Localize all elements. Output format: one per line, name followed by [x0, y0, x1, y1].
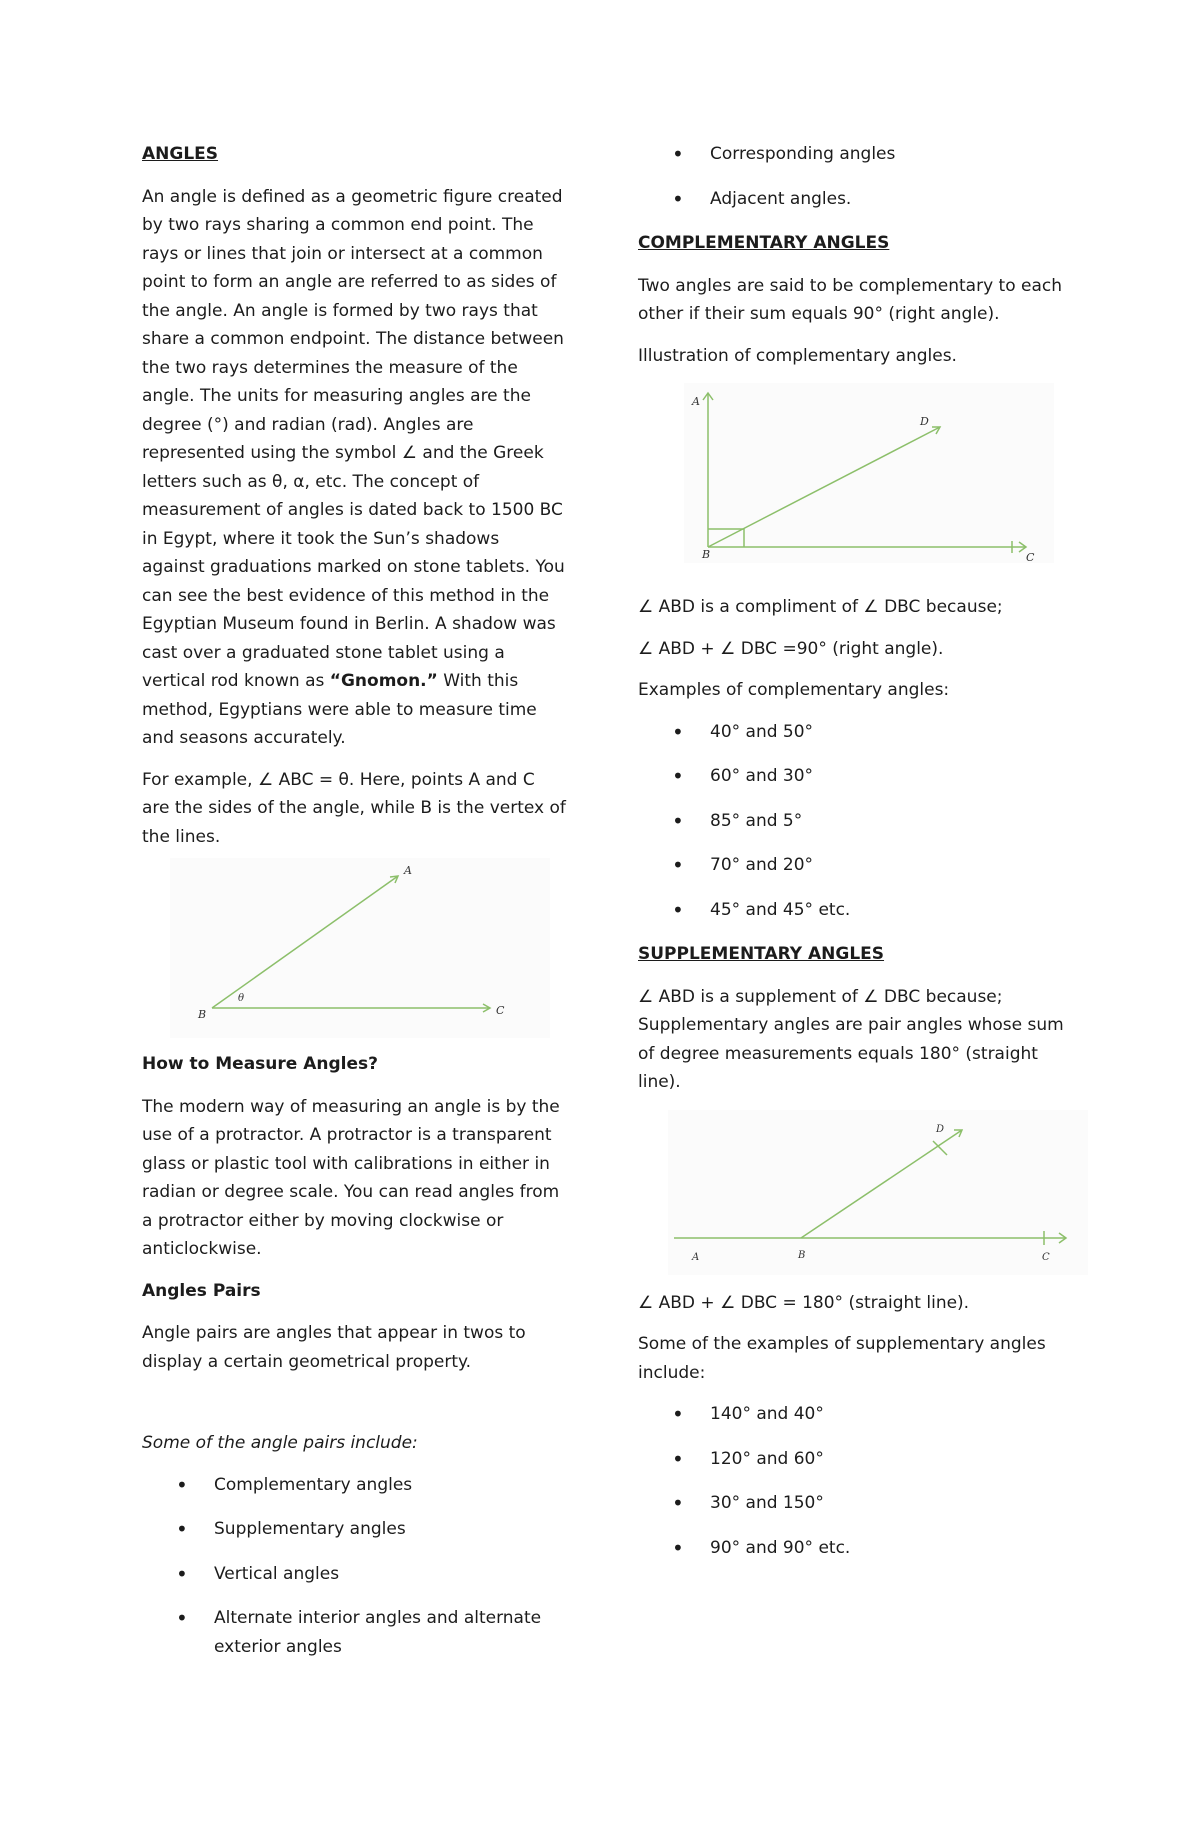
supplementary-text: ∠ ABD is a supplement of ∠ DBC because; Supplementary angles are pair angles whose sum of degree measurements equals 180° (straight line).	[638, 986, 1064, 1092]
supplementary-angle-figure	[668, 1110, 1088, 1275]
list-item: • 60° and 30°	[638, 762, 1068, 791]
complement-line-1: ∠ ABD is a compliment of ∠ DBC because;	[638, 597, 1003, 617]
fig3-label-a: A	[692, 1251, 700, 1263]
fig1-label-c: C	[496, 1004, 505, 1017]
pairs-heading: Angles Pairs	[142, 1280, 261, 1301]
gnomon-term: “Gnomon.”	[329, 671, 438, 691]
complementary-angle-figure	[684, 383, 1054, 563]
complementary-heading: COMPLEMENTARY ANGLES	[638, 233, 890, 253]
fig3-label-b: B	[798, 1249, 806, 1261]
fig3-label-c: C	[1042, 1251, 1050, 1263]
list-item: • Vertical angles	[142, 1560, 567, 1589]
pairs-intro: Some of the angle pairs include:	[142, 1433, 418, 1453]
pairs-text: Angle pairs are angles that appear in twos to display a certain geometrical property.	[142, 1323, 526, 1372]
list-item: • 120° and 60°	[638, 1445, 1068, 1474]
left-column	[142, 140, 567, 1677]
intro-end-text: With this method, Egyptians were able to measure time and seasons accurately.	[142, 671, 537, 748]
fig1-label-b: B	[198, 1008, 207, 1021]
list-item: • Adjacent angles.	[638, 185, 1068, 214]
supplement-line: ∠ ABD + ∠ DBC = 180° (straight line).	[638, 1292, 970, 1313]
fig1-label-a: A	[404, 864, 412, 877]
fig2-label-a: A	[692, 395, 700, 408]
measure-heading: How to Measure Angles?	[142, 1054, 378, 1074]
list-item: • 70° and 20°	[638, 851, 1068, 880]
angles-heading: ANGLES	[142, 144, 219, 164]
fig3-label-d: D	[936, 1123, 945, 1135]
list-item: • 40° and 50°	[638, 718, 1068, 747]
list-item: • Complementary angles	[142, 1471, 567, 1500]
list-item: • 45° and 45° etc.	[638, 896, 1068, 925]
list-item: • 85° and 5°	[638, 807, 1068, 836]
complementary-text: Two angles are said to be complementary to each other if their sum equals 90° (right angle).	[638, 275, 1062, 324]
complementary-examples-list	[638, 718, 1068, 925]
complementary-illustration-caption: Illustration of complementary angles.	[638, 345, 957, 366]
list-item: • Supplementary angles	[142, 1515, 567, 1544]
fig2-label-c: C	[1026, 551, 1035, 563]
supplementary-examples-intro: Some of the examples of supplementary angles include:	[638, 1334, 1046, 1383]
list-item: • Alternate interior angles and alternate exterior angles	[142, 1604, 567, 1661]
list-item: • 90° and 90° etc.	[638, 1534, 1068, 1563]
complement-line-2: ∠ ABD + ∠ DBC =90° (right angle).	[638, 638, 944, 659]
intro-text: An angle is defined as a geometric figure created by two rays sharing a common end point. The rays or lines that join or intersect at a common point to form an angle are referred to as sides of the angle. An angle is formed by two rays that share a common endpoint. The distance between the two rays determines the measure of the angle. The units for measuring angles are the degree (°) and radian (rad). Angles are represented using the symbol ∠ and the Greek letters such as θ, α, etc. The concept of measurement of angles is dated back to 1500 BC in Egypt, where it took the Sun’s shadows against graduations marked on stone tablets. You can see the best evidence of this method in the Egyptian Museum found in Berlin. A shadow was cast over a graduated stone tablet using a vertical rod known as	[142, 186, 565, 691]
complementary-examples-intro: Examples of complementary angles:	[638, 680, 950, 700]
fig2-label-b: B	[702, 548, 711, 561]
pairs-list	[142, 1471, 567, 1662]
fig1-label-theta: θ	[238, 993, 245, 1004]
angles-intro	[142, 183, 567, 753]
list-item: • Corresponding angles	[638, 140, 1068, 169]
angle-abc-figure	[170, 858, 550, 1038]
fig2-label-d: D	[920, 415, 929, 428]
pairs-list-continued	[638, 140, 1068, 213]
list-item: • 140° and 40°	[638, 1400, 1068, 1429]
list-item: • 30° and 150°	[638, 1489, 1068, 1518]
angle-example: For example, ∠ ABC = θ. Here, points A and C are the sides of the angle, while B is the vertex of the lines.	[142, 769, 566, 847]
supplementary-heading: SUPPLEMENTARY ANGLES	[638, 944, 885, 964]
right-column	[638, 140, 1068, 1578]
supplementary-examples-list	[638, 1400, 1068, 1562]
measure-text: The modern way of measuring an angle is by the use of a protractor. A protractor is a transparent glass or plastic tool with calibrations in either in radian or degree scale. You can read angles from a protractor either by moving clockwise or anticlockwise.	[142, 1096, 560, 1259]
